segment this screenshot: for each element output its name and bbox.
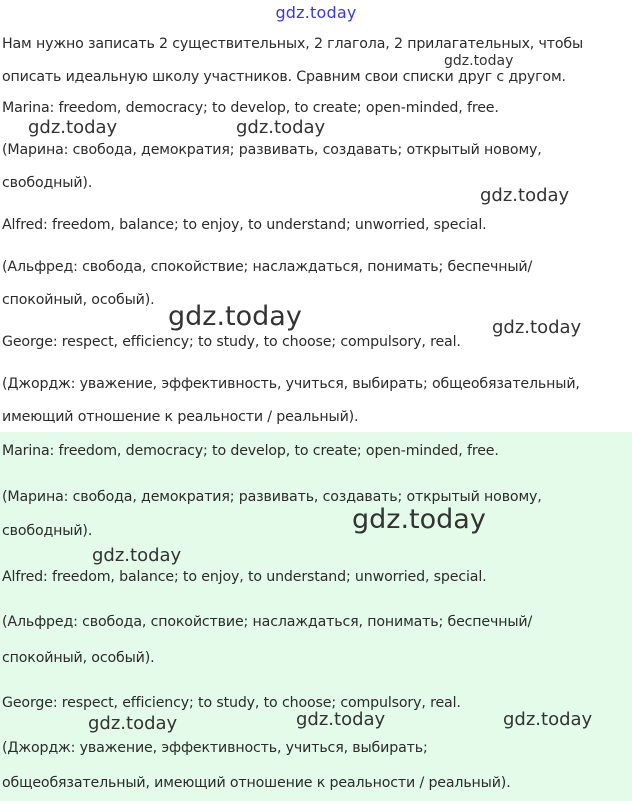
george-russian-line-1: (Джордж: уважение, эффективность, учиться, выбирать; общеобязательный,	[2, 376, 580, 392]
watermark: gdz.today	[444, 53, 514, 69]
george-russian-line-2: имеющий отношение к реальности / реальный).	[2, 409, 359, 425]
answer-george-english: George: respect, efficiency; to study, to choose; compulsory, real.	[2, 695, 461, 711]
watermark: gdz.today	[296, 709, 386, 730]
watermark: gdz.today	[88, 713, 178, 734]
watermark: gdz.today	[352, 504, 486, 535]
watermark: gdz.today	[92, 545, 182, 566]
answer-marina-russian-line-1: (Марина: свобода, демократия; развивать, создавать; открытый новому,	[2, 489, 542, 505]
answer-alfred-russian-line-1: (Альфред: свобода, спокойствие; наслаждаться, понимать; беспечный/	[2, 614, 533, 630]
intro-line-1: Нам нужно записать 2 существительных, 2 глагола, 2 прилагательных, чтобы	[2, 36, 584, 52]
site-logo[interactable]: gdz.today	[275, 3, 357, 22]
answer-george-russian-line-2: общеобязательный, имеющий отношение к реальности / реальный).	[2, 775, 511, 791]
alfred-russian-line-1: (Альфред: свобода, спокойствие; наслаждаться, понимать; беспечный/	[2, 259, 533, 275]
answer-george-russian-line-1: (Джордж: уважение, эффективность, учиться, выбирать;	[2, 740, 428, 756]
answer-alfred-russian-line-2: спокойный, особый).	[2, 650, 155, 666]
answer-alfred-english: Alfred: freedom, balance; to enjoy, to understand; unworried, special.	[2, 569, 487, 585]
marina-english: Marina: freedom, democracy; to develop, to create; open-minded, free.	[2, 100, 499, 116]
watermark: gdz.today	[168, 301, 302, 332]
watermark: gdz.today	[28, 117, 118, 138]
george-english: George: respect, efficiency; to study, to choose; compulsory, real.	[2, 334, 461, 350]
watermark: gdz.today	[480, 185, 570, 206]
alfred-english: Alfred: freedom, balance; to enjoy, to understand; unworried, special.	[2, 217, 487, 233]
alfred-russian-line-2: спокойный, особый).	[2, 292, 155, 308]
answer-marina-russian-line-2: свободный).	[2, 523, 93, 539]
intro-line-2: описать идеальную школу участников. Сравним свои списки друг с другом.	[2, 69, 566, 85]
marina-russian-line-1: (Марина: свобода, демократия; развивать, создавать; открытый новому,	[2, 142, 542, 158]
watermark: gdz.today	[492, 317, 582, 338]
marina-russian-line-2: свободный).	[2, 175, 93, 191]
watermark: gdz.today	[503, 709, 593, 730]
answer-marina-english: Marina: freedom, democracy; to develop, to create; open-minded, free.	[2, 443, 499, 459]
watermark: gdz.today	[236, 117, 326, 138]
